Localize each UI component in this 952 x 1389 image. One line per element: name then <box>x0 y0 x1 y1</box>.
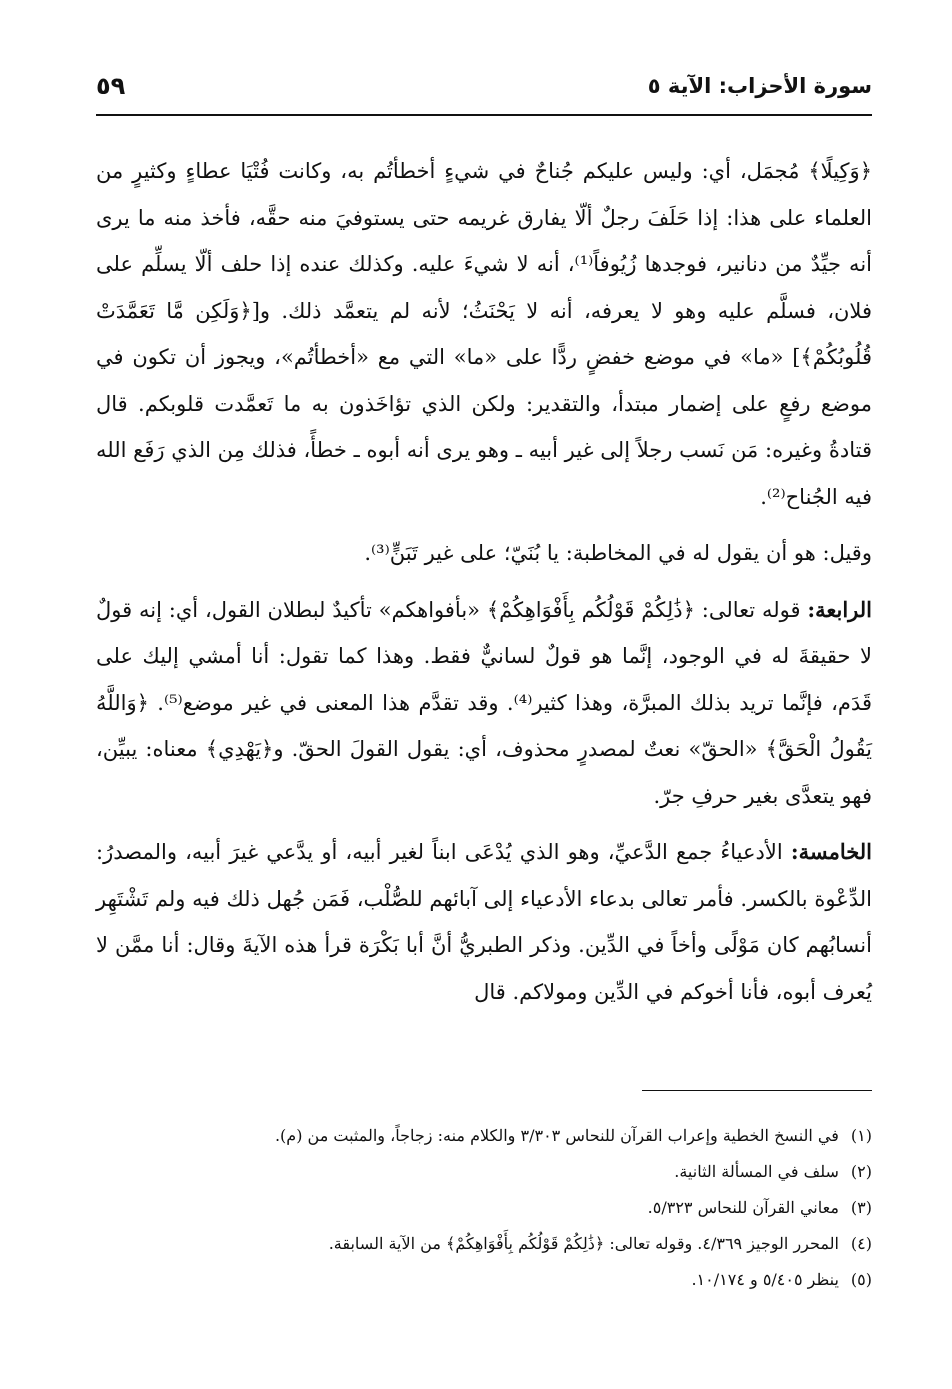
running-title: سورة الأحزاب: الآية ٥ <box>647 74 872 98</box>
paragraph <box>96 148 872 520</box>
footnotes <box>96 1118 872 1298</box>
main-text <box>96 148 872 1015</box>
paragraph-text: ﴿وَكِيلًا﴾ مُجمَل، أي: وليس عليكم جُناحٌ في شيءٍ أخطأتُم به، وكانت فُتْيَا عطاءٍ وكثيرٍ من العلماء على هذا: إذا حَلَفَ رجلٌ ألّا يفارق غريمه حتى يستوفيَ منه حقَّه، فأخذ منه ما يرى أنه جيِّدٌ من دنانير، فوجدها زُيُوفاً⁽¹⁾، أنه لا شيءَ عليه. وكذلك عنده إذا حلف ألّا يسلِّم على فلان، فسلَّم عليه وهو لا يعرفه، أنه لا يَحْنَثُ؛ لأنه لم يتعمَّد ذلك. و[﴿وَلَكِن مَّا تَعَمَّدَتْ قُلُوبُكُمْ﴾] «ما» في موضع خفضٍ ردًّا على «ما» التي مع «أخطأتُم»، ويجوز أن تكون في موضع رفعٍ على إضمار مبتدأ، والتقدير: ولكن الذي تؤاخَذون به ما تَعمَّدت قلوبكم. قال قتادةُ وغيره: مَن نَسب رجلاً إلى غير أبيه ـ وهو يرى أنه أبوه ـ خطأً، فذلك مِن الذي رَفَع الله فيه الجُناح⁽²⁾. <box>96 159 872 509</box>
footnote <box>96 1154 872 1190</box>
footnote-number: (٢) <box>850 1162 872 1181</box>
footnote <box>96 1262 872 1298</box>
paragraph-text: قوله تعالى: ﴿ذَٰلِكُمْ قَوْلُكُم بِأَفْوَاهِكُمْ﴾ «بأفواهكم» تأكيدٌ لبطلان القول، أي: إنه قولٌ لا حقيقةَ له في الوجود، إنَّما هو قولٌ لسانيٌّ فقط. وهذا كما تقول: أنا أمشي إليك على قَدَم، فإنَّما تريد بذلك المبرَّة، وهذا كثير⁽⁴⁾. وقد تقدَّم هذا المعنى في غير موضع⁽⁵⁾. ﴿وَاللَّهُ يَقُولُ الْحَقَّ﴾ «الحقّ» نعتٌ لمصدرٍ محذوف، أي: يقول القولَ الحقّ. و﴿يَهْدِي﴾ معناه: يبيِّن، فهو يتعدَّى بغير حرفِ جرّ. <box>96 597 872 808</box>
footnote-number: (٤) <box>850 1234 872 1253</box>
footnote-text: سلف في المسألة الثانية. <box>674 1162 839 1181</box>
footnote-text: المحرر الوجيز ٤/٣٦٩. وقوله تعالى: ﴿ذَٰلِكُمْ قَوْلُكُم بِأَفْوَاهِكُمْ﴾ من الآية السابقة. <box>328 1234 839 1253</box>
footnote-number: (٣) <box>850 1198 872 1217</box>
footnote <box>96 1190 872 1226</box>
footnote-separator <box>642 1090 872 1091</box>
footnote <box>96 1226 872 1262</box>
paragraph <box>96 530 872 577</box>
paragraph <box>96 587 872 820</box>
page-number: ٥٩ <box>96 72 126 100</box>
paragraph-lead: الخامسة: <box>790 839 873 864</box>
footnote-text: معاني القرآن للنحاس ٥/٣٢٣. <box>647 1198 839 1217</box>
paragraph-text: وقيل: هو أن يقول له في المخاطبة: يا بُنَيّ؛ على غير تَبَنٍّ⁽³⁾. <box>364 541 872 565</box>
footnote-text: في النسخ الخطية وإعراب القرآن للنحاس ٣/٣٠٣ والكلام منه: زجاجاً، والمثبت من (م). <box>274 1126 839 1145</box>
paragraph <box>96 829 872 1015</box>
page-header <box>96 70 872 116</box>
paragraph-text: الأدعياءُ جمع الدَّعيِّ، وهو الذي يُدْعَى ابناً لغير أبيه، أو يدَّعي غيرَ أبيه، والمصدرُ: الدِّعْوة بالكسر. فأمر تعالى بدعاء الأدعياء إلى آبائهم للصُّلْب، فَمَن جُهل ذلك فيه ولم تَشْتَهِر أنسابُهم كان مَوْلًى وأخاً في الدِّين. وذكر الطبريُّ أنَّ أبا بَكْرَة قرأ هذه الآيةَ وقال: أنا ممَّن لا يُعرف أبوه، فأنا أخوكم في الدِّين ومولاكم. قال <box>96 840 872 1004</box>
footnote-number: (١) <box>850 1126 872 1145</box>
footnote <box>96 1118 872 1154</box>
paragraph-lead: الرابعة: <box>807 596 872 622</box>
footnote-number: (٥) <box>850 1270 872 1289</box>
footnote-text: ينظر ٥/٤٠٥ و ١٠/١٧٤. <box>691 1270 839 1289</box>
